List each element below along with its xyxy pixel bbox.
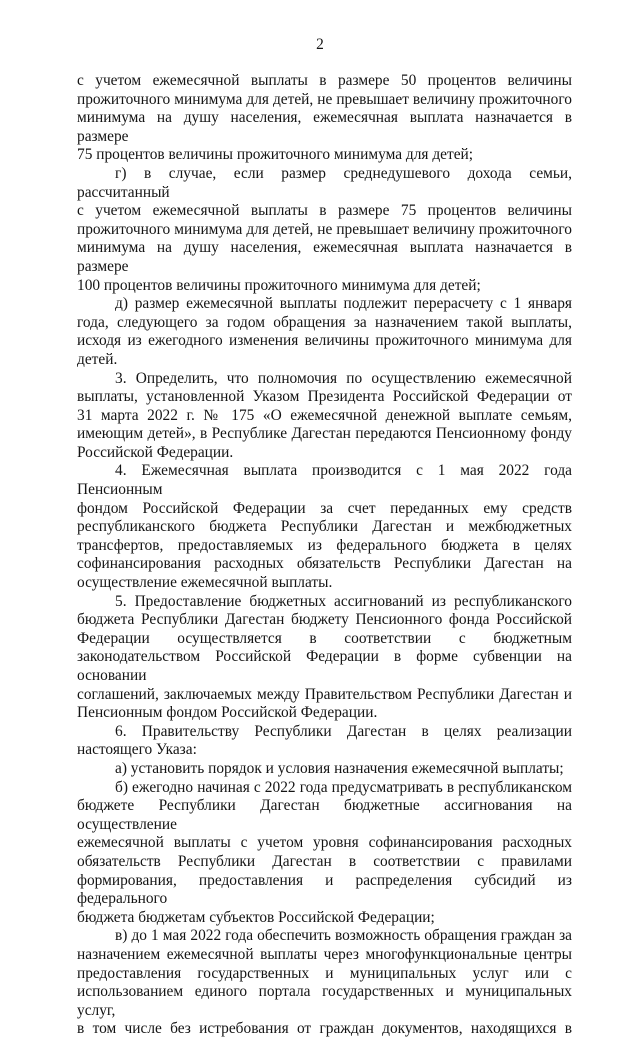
text-line: бюджета бюджетам субъектов Российской Федерации; (77, 908, 435, 926)
text-line: 100 процентов величины прожиточного минимума для детей; (77, 276, 481, 294)
page-number: 2 (316, 36, 324, 53)
text-line: назначением ежемесячной выплаты через многофункциональные центры (77, 945, 572, 963)
text-line: Российской Федерации. (77, 443, 234, 461)
text-line: соглашений, заключаемых между Правительством Республики Дагестан и (77, 685, 572, 703)
text-line: 3. Определить, что полномочия по осуществлению ежемесячной (115, 369, 572, 387)
text-line: Пенсионным фондом Российской Федерации. (77, 704, 378, 722)
text-line: республиканского бюджета Республики Дагестан и межбюджетных (77, 518, 572, 536)
text-line: минимума на душу населения, ежемесячная выплата назначается в размере (77, 239, 572, 275)
text-line: г) в случае, если размер среднедушевого дохода семьи, рассчитанный (77, 164, 572, 201)
text-line: детей. (77, 350, 118, 368)
text-line: предоставления государственных и муниципальных услуг или с (77, 964, 572, 982)
text-line: с учетом ежемесячной выплаты в размере 75 процентов величины (77, 202, 572, 220)
text-line: софинансирования расходных обязательств Республики Дагестан на (77, 555, 572, 573)
text-line: минимума на душу населения, ежемесячная выплата назначается в размере (77, 109, 572, 145)
text-line: б) ежегодно начиная с 2022 года предусматривать в республиканском (115, 778, 572, 796)
text-line: 75 процентов величины прожиточного минимума для детей; (77, 146, 474, 164)
text-line: а) установить порядок и условия назначения ежемесячной выплаты; (115, 759, 564, 777)
text-line: с учетом ежемесячной выплаты в размере 50 процентов величины (77, 72, 572, 89)
text-line: настоящего Указа: (77, 741, 197, 759)
text-line: года, следующего за годом обращения за назначением такой выплаты, (77, 313, 572, 331)
text-line: выплаты, установленной Указом Президента Российской Федерации от (77, 388, 572, 406)
text-line: 5. Предоставление бюджетных ассигнований из республиканского (115, 592, 572, 610)
text-line: трансфертов, предоставляемых из федерального бюджета в целях (77, 536, 572, 554)
text-line: формирования, предоставления и распределения субсидий из федерального (77, 871, 572, 908)
text-line: прожиточного минимума для детей, не превышает величину прожиточного (77, 90, 572, 108)
text-line: прожиточного минимума для детей, не превышает величину прожиточного (77, 220, 572, 238)
text-line: исходя из ежегодного изменения величины прожиточного минимума для (77, 332, 572, 350)
text-line: законодательством Российской Федерации в форме субвенции на основании (77, 648, 572, 684)
text-line: обязательств Республики Дагестан в соответствии с правилами (77, 852, 572, 870)
text-line: бюджета Республики Дагестан бюджету Пенсионного фонда Российской (77, 611, 572, 629)
text-line: имеющим детей», в Республике Дагестан передаются Пенсионному фонду (77, 425, 572, 443)
text-line: в том числе без истребования от граждан документов, находящихся в (77, 1020, 572, 1038)
text-line: использованием единого портала государственных и муниципальных услуг, (77, 983, 572, 1019)
text-line: Федерации осуществляется в соответствии с бюджетным (77, 629, 572, 647)
text-line: д) размер ежемесячной выплаты подлежит перерасчету с 1 января (115, 295, 572, 313)
text-line: 4. Ежемесячная выплата производится с 1 мая 2022 года Пенсионным (77, 462, 572, 499)
text-line: осуществление ежемесячной выплаты. (77, 574, 333, 592)
text-line: 6. Правительству Республики Дагестан в целях реализации (115, 722, 572, 740)
text-line: 31 марта 2022 г. № 175 «О ежемесячной денежной выплате семьям, (77, 406, 572, 424)
text-line: в) до 1 мая 2022 года обеспечить возможность обращения граждан за (115, 927, 572, 945)
text-line: фондом Российской Федерации за счет переданных ему средств (77, 499, 572, 517)
document-body (77, 72, 572, 1039)
text-line: ежемесячной выплаты с учетом уровня софинансирования расходных (77, 834, 572, 852)
text-line: бюджете Республики Дагестан бюджетные ассигнования на осуществление (77, 797, 572, 833)
